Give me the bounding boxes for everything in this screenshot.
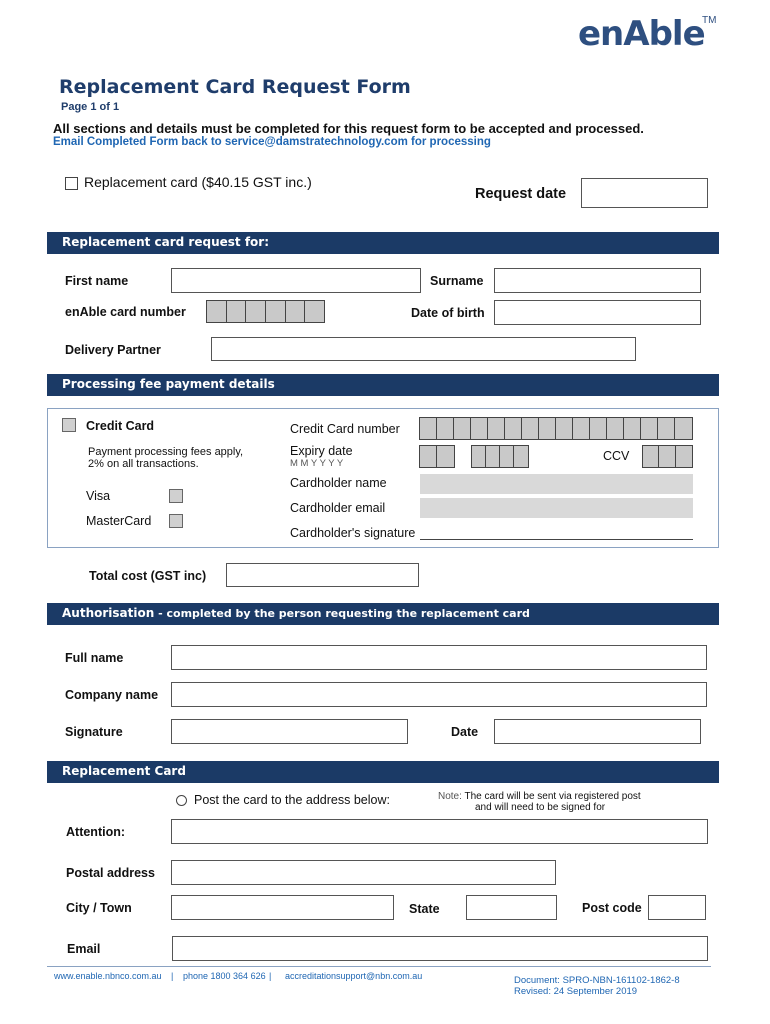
dob-input[interactable] <box>494 300 701 325</box>
delivery-partner-input[interactable] <box>211 337 636 361</box>
expiry-month-input[interactable] <box>419 445 455 468</box>
section-replacement-card-header: Replacement Card <box>47 761 719 783</box>
footer-support-email[interactable]: accreditationsupport@nbn.com.au <box>285 971 423 981</box>
company-name-input[interactable] <box>171 682 707 707</box>
email-label: Email <box>67 942 101 956</box>
section-authorisation-header: Authorisation - completed by the person requesting the replacement card <box>47 603 719 625</box>
surname-input[interactable] <box>494 268 701 293</box>
delivery-partner-label: Delivery Partner <box>65 343 161 357</box>
postal-address-input[interactable] <box>171 860 556 885</box>
fees-line-1: Payment processing fees apply, <box>88 446 244 458</box>
post-card-radio[interactable] <box>176 795 187 806</box>
postal-address-label: Postal address <box>66 866 155 880</box>
ccv-label: CCV <box>603 449 630 463</box>
credit-card-label: Credit Card <box>86 419 155 433</box>
attention-label: Attention: <box>66 825 126 839</box>
visa-checkbox[interactable] <box>169 489 183 503</box>
postcode-label: Post code <box>582 901 642 915</box>
card-number-label: enAble card number <box>65 305 186 319</box>
cardholder-email-input[interactable] <box>420 498 693 518</box>
visa-label: Visa <box>86 489 111 503</box>
expiry-label: Expiry date <box>290 444 353 458</box>
full-name-input[interactable] <box>171 645 707 670</box>
first-name-input[interactable] <box>171 268 421 293</box>
replacement-card-checkbox[interactable] <box>65 177 78 190</box>
footer-website[interactable]: www.enable.nbnco.com.au <box>54 971 162 981</box>
fees-line-2: 2% on all transactions. <box>88 458 199 470</box>
page-number: Page 1 of 1 <box>61 101 120 113</box>
email-input[interactable] <box>172 936 708 961</box>
footer-sep-2: | <box>269 971 272 981</box>
cardholder-name-label: Cardholder name <box>290 476 387 490</box>
cc-number-label: Credit Card number <box>290 422 400 436</box>
attention-input[interactable] <box>171 819 708 844</box>
document-id: Document: SPRO-NBN-161102-1862-8 <box>514 975 680 986</box>
footer-phone: phone 1800 364 626 <box>183 971 266 981</box>
cc-number-input[interactable] <box>419 417 693 440</box>
cardholder-signature-line[interactable] <box>420 539 693 540</box>
signature-label: Signature <box>65 725 123 739</box>
credit-card-checkbox[interactable] <box>62 418 76 432</box>
total-cost-label: Total cost (GST inc) <box>89 569 207 583</box>
cardholder-name-input[interactable] <box>420 474 693 494</box>
post-card-label: Post the card to the address below: <box>194 793 390 807</box>
revised-date: Revised: 24 September 2019 <box>514 986 638 997</box>
cardholder-email-label: Cardholder email <box>290 501 386 515</box>
city-input[interactable] <box>171 895 394 920</box>
instructions: All sections and details must be completed for this request form to be accepted and processed. <box>53 121 644 136</box>
mastercard-checkbox[interactable] <box>169 514 183 528</box>
section-request-for-header: Replacement card request for: <box>47 232 719 254</box>
expiry-format: M M Y Y Y Y <box>290 458 344 469</box>
page-title: Replacement Card Request Form <box>59 76 411 98</box>
enable-logo: enAble <box>578 14 705 54</box>
request-date-label: Request date <box>475 186 567 202</box>
card-number-input[interactable] <box>206 300 325 323</box>
request-date-input[interactable] <box>581 178 708 208</box>
state-input[interactable] <box>466 895 557 920</box>
auth-date-input[interactable] <box>494 719 701 744</box>
company-name-label: Company name <box>65 688 159 702</box>
state-label: State <box>409 902 440 916</box>
trademark-mark: TM <box>702 15 717 26</box>
footer-divider <box>47 966 711 967</box>
email-instruction: Email Completed Form back to service@damstratechnology.com for processing <box>53 136 491 148</box>
mastercard-label: MasterCard <box>86 514 152 528</box>
postcode-input[interactable] <box>648 895 706 920</box>
dob-label: Date of birth <box>411 306 485 320</box>
cardholder-signature-label: Cardholder's signature <box>290 526 416 540</box>
auth-date-label: Date <box>451 725 479 739</box>
expiry-year-input[interactable] <box>471 445 529 468</box>
full-name-label: Full name <box>65 651 124 665</box>
section-payment-header: Processing fee payment details <box>47 374 719 396</box>
signature-input[interactable] <box>171 719 408 744</box>
replacement-card-label: Replacement card ($40.15 GST inc.) <box>84 174 312 190</box>
note-line-1: Note: The card will be sent via registered post <box>438 791 641 802</box>
ccv-input[interactable] <box>642 445 693 468</box>
surname-label: Surname <box>430 274 484 288</box>
note-line-2: and will need to be signed for <box>475 802 606 813</box>
footer-sep-1: | <box>171 971 174 981</box>
first-name-label: First name <box>65 274 129 288</box>
total-cost-input[interactable] <box>226 563 419 587</box>
city-label: City / Town <box>66 901 132 915</box>
